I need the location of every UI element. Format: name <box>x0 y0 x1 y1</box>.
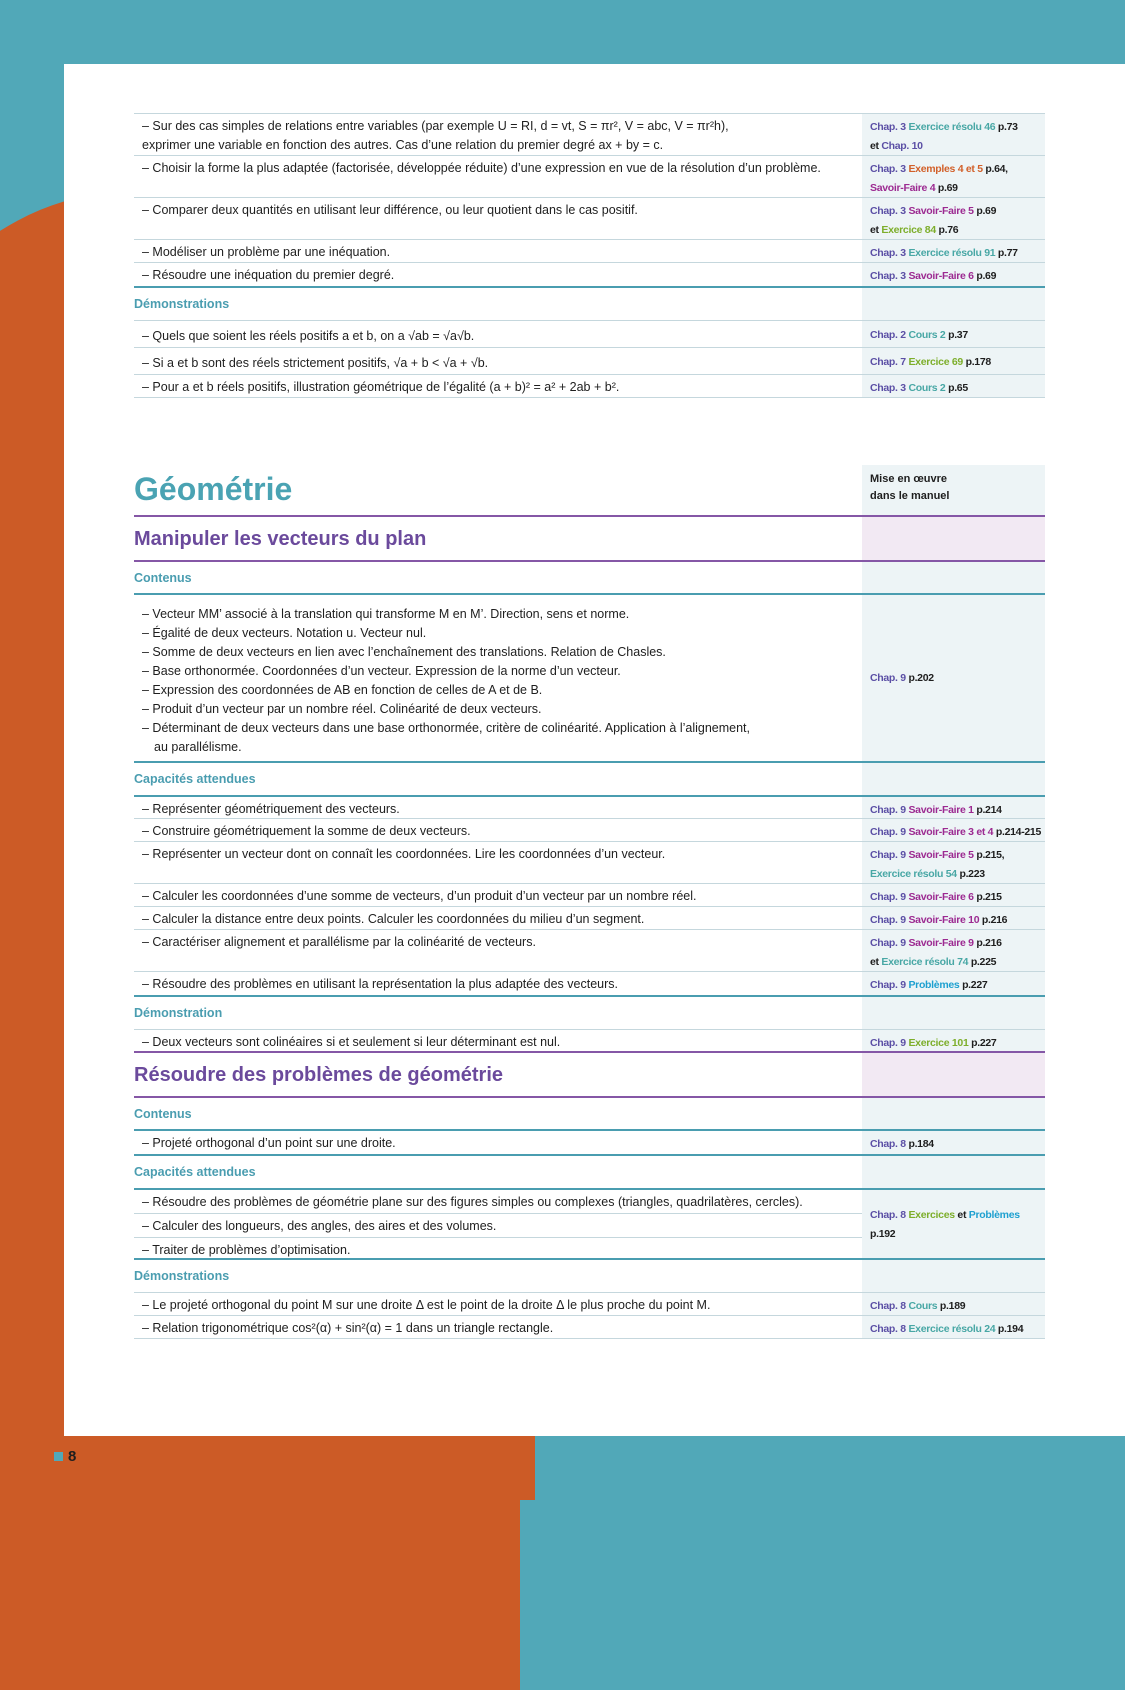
row-text: – Pour a et b réels positifs, illustration géométrique de l’égalité (a + b)² = a² + 2ab + b². <box>142 380 620 394</box>
reference-link[interactable] <box>870 823 1045 842</box>
reference-part: Chap. 9 <box>870 914 909 926</box>
table-row <box>134 1129 1045 1156</box>
table-row <box>134 320 1045 348</box>
reference-link[interactable] <box>870 846 1045 865</box>
table-row-group <box>134 1188 1045 1260</box>
section-title: Géométrie <box>134 470 293 507</box>
row-text: – Modéliser un problème par une inéquation. <box>142 245 391 259</box>
page-number-text: 8 <box>68 1447 77 1465</box>
reference-part: Chap. 8 <box>870 1300 909 1312</box>
section-subheading-row <box>134 286 1045 321</box>
folio-square-icon <box>54 1452 63 1461</box>
reference-part: p.189 <box>939 1300 966 1312</box>
reference-part: Savoir-Faire 5 <box>908 205 977 217</box>
list-item: – Déterminant de deux vecteurs dans une base orthonormée, critère de colinéarité. Application à l’alignement, <box>142 721 750 735</box>
reference-cell <box>862 930 1045 972</box>
reference-part: p.216 <box>976 937 1002 949</box>
table-row <box>134 883 1045 907</box>
row-text: – Calculer les coordonnées d’une somme de vecteurs, d’un produit d’un vecteur par un nombre réel. <box>142 889 697 903</box>
reference-link[interactable] <box>870 1297 1045 1316</box>
column-header <box>862 465 1045 515</box>
reference-part: Chap. 3 <box>870 163 909 175</box>
table-row <box>134 795 1045 820</box>
reference-cell <box>862 797 1045 820</box>
row-text: – Le projeté orthogonal du point M sur une droite Δ est le point de la droite Δ le plus proche du point M. <box>142 1298 711 1312</box>
reference-part: Chap. 9 <box>870 849 909 861</box>
reference-link[interactable] <box>870 118 1045 137</box>
row-text: – Construire géométriquement la somme de deux vecteurs. <box>142 824 471 838</box>
section-subheading-row <box>134 1096 1045 1131</box>
reference-link[interactable] <box>870 244 1045 263</box>
section-subheading-row <box>134 761 1045 796</box>
background-teal-footer <box>535 1436 1125 1500</box>
reference-part: p.64, <box>985 163 1008 175</box>
reference-part: p.37 <box>948 329 968 341</box>
table-row <box>134 929 1045 972</box>
reference-part: p.73 <box>997 121 1018 133</box>
reference-part: Chap. 7 <box>870 356 909 368</box>
table-row <box>134 1292 1045 1316</box>
reference-link[interactable] <box>870 976 1045 995</box>
list-item: – Base orthonormée. Coordonnées d’un vecteur. Expression de la norme d’un vecteur. <box>142 664 621 678</box>
reference-part: p.202 <box>908 672 934 684</box>
row-text: – Relation trigonométrique cos²(α) + sin²(α) = 1 dans un triangle rectangle. <box>142 1321 554 1335</box>
reference-part: Exercice 84 <box>881 224 939 236</box>
reference-part: Exemples 4 et 5 <box>908 163 986 175</box>
reference-link[interactable] <box>870 1135 1045 1154</box>
reference-cell <box>862 1131 1045 1156</box>
row-text: – Comparer deux quantités en utilisant leur différence, ou leur quotient dans le cas positif. <box>142 203 638 217</box>
reference-part: Cours 2 <box>908 329 949 341</box>
table-bottom-border <box>134 1338 1045 1339</box>
reference-part: p.65 <box>948 382 968 394</box>
reference-part: Savoir-Faire 4 <box>870 182 938 194</box>
reference-part: Savoir-Faire 6 <box>908 891 977 903</box>
reference-part: Chap. 3 <box>870 247 909 259</box>
math-formula: √ab = √a√b. <box>408 329 475 343</box>
reference-link[interactable] <box>870 934 1045 953</box>
reference-part: Chap. 2 <box>870 329 909 341</box>
reference-part: p.194 <box>997 1323 1024 1335</box>
reference-part: Savoir-Faire 9 <box>908 937 977 949</box>
reference-link[interactable] <box>870 221 1045 240</box>
table-row <box>134 593 1045 762</box>
reference-part: Exercice résolu 54 <box>870 868 960 880</box>
reference-part: p.223 <box>959 868 985 880</box>
reference-part: p.178 <box>965 356 991 368</box>
reference-part: Exercice 101 <box>908 1037 972 1049</box>
subsection-heading: Manipuler les vecteurs du plan <box>134 528 427 550</box>
reference-part: Problèmes <box>908 979 963 991</box>
reference-link[interactable] <box>870 888 1045 907</box>
table-row <box>134 818 1045 842</box>
subsection-heading-row <box>134 515 1045 562</box>
subsection-heading-row <box>134 1051 1045 1098</box>
row-text: – Résoudre des problèmes en utilisant la représentation la plus adaptée des vecteurs. <box>142 977 618 991</box>
subheading: Démonstration <box>134 1006 223 1020</box>
list-item: – Égalité de deux vecteurs. Notation u. Vecteur nul. <box>142 626 427 640</box>
reference-cell <box>862 595 1045 762</box>
reference-part: Problèmes <box>968 1209 1020 1221</box>
table-row <box>134 113 1045 156</box>
reference-part: p.227 <box>971 1037 997 1049</box>
reference-part: Chap. 9 <box>870 672 909 684</box>
reference-part: p.69 <box>976 270 997 282</box>
reference-link[interactable] <box>870 202 1045 221</box>
subheading: Démonstrations <box>134 1269 230 1283</box>
reference-part: p.192 <box>870 1228 896 1240</box>
subsection-heading: Résoudre des problèmes de géométrie <box>134 1064 504 1086</box>
reference-part: Savoir-Faire 6 <box>908 270 977 282</box>
reference-part: p.69 <box>937 182 958 194</box>
reference-part: Chap. 3 <box>870 382 909 394</box>
reference-cell <box>862 114 1045 156</box>
reference-cell <box>862 198 1045 240</box>
reference-part: p.215 <box>976 891 1002 903</box>
reference-part: p.214-215 <box>995 826 1042 838</box>
reference-part: Chap. 9 <box>870 979 909 991</box>
reference-part: Chap. 9 <box>870 826 909 838</box>
reference-part: p.76 <box>938 224 959 236</box>
reference-link[interactable] <box>870 179 1045 198</box>
reference-part: Exercices <box>908 1209 958 1221</box>
subheading: Contenus <box>134 571 192 585</box>
reference-part: et <box>870 224 882 236</box>
row-text: – Calculer la distance entre deux points. Calculer les coordonnées du milieu d’un segment. <box>142 912 645 926</box>
reference-part: Savoir-Faire 1 <box>908 804 977 816</box>
table-row <box>134 841 1045 884</box>
table-row <box>134 262 1045 287</box>
reference-cell <box>862 842 1045 884</box>
subheading: Contenus <box>134 1107 192 1121</box>
reference-link[interactable] <box>870 1320 1045 1339</box>
reference-part: Chap. 3 <box>870 205 909 217</box>
reference-part: Chap. 9 <box>870 937 909 949</box>
list-item: au parallélisme. <box>154 740 242 754</box>
reference-part: Chap. 9 <box>870 804 909 816</box>
reference-cell <box>862 884 1045 907</box>
reference-cell <box>862 321 1045 348</box>
reference-link[interactable] <box>870 911 1045 930</box>
table-row <box>134 971 1045 996</box>
reference-part: p.214 <box>976 804 1002 816</box>
reference-part: Chap. 8 <box>870 1323 909 1335</box>
reference-part: p.215, <box>976 849 1005 861</box>
subheading: Capacités attendues <box>134 1165 256 1179</box>
table-row <box>134 155 1045 198</box>
list-item: – Vecteur MM’ associé à la translation qui transforme M en M’. Direction, sens et norme. <box>142 607 630 621</box>
reference-link[interactable] <box>870 379 1045 398</box>
row-text: – Représenter géométriquement des vecteurs. <box>142 802 400 816</box>
reference-part: Exercice résolu 74 <box>881 956 971 968</box>
table-row <box>134 374 1045 398</box>
reference-part: p.216 <box>981 914 1008 926</box>
reference-part: p.77 <box>997 247 1018 259</box>
reference-cell <box>862 1293 1045 1316</box>
reference-part: p.184 <box>908 1138 934 1150</box>
reference-cell <box>862 263 1045 287</box>
table-row <box>134 197 1045 240</box>
reference-part: Chap. 9 <box>870 891 909 903</box>
row-text: – Si a et b sont des réels strictement positifs, <box>142 356 394 370</box>
contenus-list <box>134 595 862 762</box>
reference-link[interactable] <box>870 160 1045 179</box>
reference-part: et <box>870 956 882 968</box>
reference-part: et <box>870 140 882 152</box>
reference-part: et <box>957 1209 969 1221</box>
reference-cell <box>862 907 1045 930</box>
reference-part: Exercice 69 <box>908 356 966 368</box>
table-row <box>134 239 1045 263</box>
row-text: – Résoudre une inéquation du premier degré. <box>142 268 395 282</box>
reference-cell <box>862 972 1045 996</box>
reference-link[interactable] <box>870 267 1045 286</box>
reference-cell <box>862 240 1045 263</box>
list-item: – Résoudre des problèmes de géométrie plane sur des figures simples ou complexes (triangles, quadrilatères, cercles). <box>134 1190 862 1214</box>
reference-link[interactable] <box>870 1206 1045 1244</box>
list-item: – Produit d’un vecteur par un nombre réel. Colinéarité de deux vecteurs. <box>142 702 542 716</box>
section-subheading-row <box>134 1154 1045 1189</box>
reference-cell <box>862 819 1045 842</box>
row-text: – Caractériser alignement et parallélisme par la colinéarité de vecteurs. <box>142 935 536 949</box>
row-text: – Choisir la forme la plus adaptée (factorisée, développée réduite) d’une expression en vue de la résolution d’un problème. <box>142 161 821 175</box>
reference-part: Chap. 9 <box>870 1037 909 1049</box>
background-orange-footer <box>0 1436 535 1500</box>
reference-part: p.69 <box>976 205 997 217</box>
subheading: Démonstrations <box>134 297 230 311</box>
reference-part: p.225 <box>970 956 997 968</box>
reference-cell <box>862 1030 1045 1052</box>
reference-part: Chap. 10 <box>881 140 923 152</box>
reference-cell <box>862 156 1045 198</box>
reference-part: Chap. 8 <box>870 1209 909 1221</box>
reference-cell <box>862 1190 1045 1260</box>
reference-part: Savoir-Faire 10 <box>908 914 982 926</box>
reference-part: Cours 2 <box>908 382 949 394</box>
table-bottom-border <box>134 397 1045 398</box>
reference-part: p.227 <box>962 979 988 991</box>
section-subheading-row <box>134 995 1045 1030</box>
list-item: – Expression des coordonnées de AB en fonction de celles de A et de B. <box>142 683 543 697</box>
list-item: – Traiter de problèmes d’optimisation. <box>142 1243 351 1257</box>
column-header-line: dans le manuel <box>870 490 950 502</box>
math-formula: √a + b < √a + √b. <box>393 356 489 370</box>
reference-part: Exercice résolu 24 <box>908 1323 998 1335</box>
reference-cell <box>862 375 1045 398</box>
reference-link[interactable] <box>870 326 1045 345</box>
reference-cell <box>862 1316 1045 1339</box>
table-row <box>134 906 1045 930</box>
reference-part: Savoir-Faire 5 <box>908 849 977 861</box>
reference-link[interactable] <box>870 865 1045 884</box>
reference-part: Chap. 8 <box>870 1138 909 1150</box>
reference-part: Chap. 3 <box>870 121 909 133</box>
section-subheading-row <box>134 560 1045 595</box>
section-subheading-row <box>134 1258 1045 1293</box>
reference-part: Chap. 3 <box>870 270 909 282</box>
list-item: – Calculer des longueurs, des angles, des aires et des volumes. <box>134 1214 862 1238</box>
reference-link[interactable] <box>870 953 1045 972</box>
row-text: – Représenter un vecteur dont on connaît les coordonnées. Lire les coordonnées d’un vecteur. <box>142 847 666 861</box>
column-header-line: Mise en œuvre <box>870 473 948 485</box>
subheading: Capacités attendues <box>134 772 256 786</box>
reference-link[interactable] <box>870 669 934 688</box>
table-row <box>134 347 1045 375</box>
row-text: exprimer une variable en fonction des autres. Cas d’une relation du premier degré ax + by = c. <box>142 138 664 152</box>
reference-part: Exercice résolu 46 <box>908 121 998 133</box>
list-item: – Somme de deux vecteurs en lien avec l’enchaînement des translations. Relation de Chasles. <box>142 645 666 659</box>
row-text: – Sur des cas simples de relations entre variables (par exemple U = RI, d = vt, S = πr², V = abc, V = πr²h), <box>142 119 729 133</box>
reference-part: Savoir-Faire 3 et 4 <box>908 826 996 838</box>
row-text: – Deux vecteurs sont colinéaires si et seulement si leur déterminant est nul. <box>142 1035 561 1049</box>
table-row <box>134 1029 1045 1052</box>
reference-part: Cours <box>908 1300 940 1312</box>
reference-cell <box>862 348 1045 375</box>
row-text: – Quels que soient les réels positifs a et b, on a <box>142 329 409 343</box>
row-text: – Projeté orthogonal d’un point sur une droite. <box>142 1136 396 1150</box>
reference-link[interactable] <box>870 353 1045 372</box>
reference-link[interactable] <box>870 137 1045 156</box>
page-number <box>54 1446 76 1466</box>
table-row <box>134 1315 1045 1339</box>
reference-part: Exercice résolu 91 <box>908 247 998 259</box>
